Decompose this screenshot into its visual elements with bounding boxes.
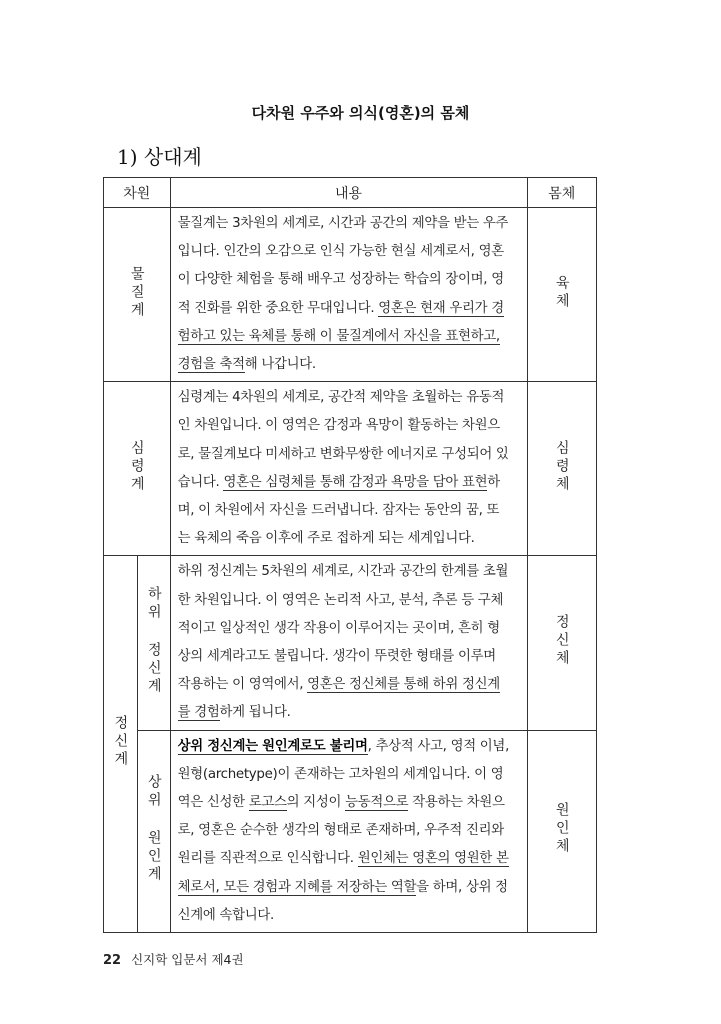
content-line — [178, 497, 520, 525]
book-title: 신지학 입문서 제4권 — [131, 952, 244, 967]
content-cell — [170, 730, 527, 932]
text-segment: 로, 물질계보다 미세하고 변화무쌍한 에너지로 구성되어 있 — [177, 446, 509, 462]
body-cell — [527, 556, 596, 730]
table-row — [104, 208, 597, 382]
content-line — [178, 789, 520, 817]
content-line — [178, 210, 520, 238]
text-segment: 작용하는 차원으 — [408, 795, 505, 811]
content-line — [178, 384, 520, 412]
content-line — [178, 733, 520, 761]
text-segment: 역은 신성한 — [177, 795, 249, 811]
body-cell — [527, 730, 596, 932]
text-segment: 해 나갑니다. — [244, 357, 316, 373]
text-segment: 한 차원입니다. 이 영역은 논리적 사고, 분석, 추론 등 구체 — [177, 592, 504, 608]
content-line — [178, 525, 520, 553]
content-line — [178, 469, 520, 497]
content-line — [178, 615, 520, 643]
content-line — [178, 323, 520, 351]
text-segment: 습니다. — [177, 474, 224, 490]
text-segment: 는 육체의 죽음 이후에 주로 접하게 되는 세계입니다. — [177, 531, 475, 547]
table-header-row — [104, 178, 597, 208]
content-line — [178, 902, 520, 930]
content-line — [178, 587, 520, 615]
header-body: 몸체 — [527, 178, 596, 208]
underlined-text: 체로서, 모든 경험과 지혜를 저장하는 역할 — [177, 879, 417, 895]
underlined-text: 영혼은 정신체를 통해 하위 정신계 — [307, 677, 500, 693]
text-segment: 을 하며, 상위 정 — [416, 879, 508, 895]
content-line — [178, 643, 520, 671]
header-content: 내용 — [170, 178, 527, 208]
text-segment: 인 차원입니다. 이 영역은 감정과 욕망이 활동하는 차원으 — [177, 418, 500, 434]
text-segment: 하 — [487, 474, 500, 490]
text-segment: 신계에 속합니다. — [177, 907, 274, 923]
body-cell — [527, 208, 596, 382]
table-row — [104, 382, 597, 556]
content-line — [178, 874, 520, 902]
dimension-label: 물질계 — [128, 265, 145, 320]
body-label: 육체 — [553, 274, 570, 311]
underlined-text: 원인체는 영혼의 영원한 본 — [357, 851, 509, 867]
content-line — [178, 558, 520, 586]
content-line — [178, 441, 520, 469]
text-segment: 입니다. 인간의 오감으로 인식 가능한 현실 세계로서, 영혼 — [177, 244, 504, 260]
table-row — [104, 556, 597, 730]
content-line — [178, 761, 520, 789]
content-line — [178, 412, 520, 440]
underlined-text: 경험을 축적 — [177, 357, 245, 373]
body-label: 정신체 — [553, 614, 570, 669]
dimension-label: 하위 정신계 — [145, 586, 162, 697]
text-segment: 물질계는 3차원의 세계로, 시간과 공간의 제약을 받는 우주 — [177, 216, 509, 231]
content-cell — [170, 208, 527, 382]
content-line — [178, 699, 520, 727]
dimension-cell — [104, 208, 171, 382]
content-line — [178, 266, 520, 294]
underlined-text: 영혼은 현재 우리가 경 — [378, 300, 504, 316]
text-segment: 며, 이 차원에서 자신을 드러냅니다. 잠자는 동안의 꿈, 또 — [177, 503, 500, 519]
content-line — [178, 238, 520, 266]
dimension-cell — [137, 730, 170, 932]
underlined-text: 능동적으로 — [345, 795, 409, 811]
dimension-label: 심령계 — [128, 439, 145, 494]
body-cell — [527, 382, 596, 556]
content-line — [178, 845, 520, 873]
content-line — [178, 295, 520, 323]
text-segment: 하게 됩니다. — [219, 705, 291, 721]
text-segment: 적이고 일상적인 생각 작용이 이루어지는 곳이며, 흔히 형 — [177, 620, 500, 636]
dimension-cell — [104, 382, 171, 556]
text-segment: 원형(archetype)이 존재하는 고차원의 세계입니다. 이 영 — [177, 766, 504, 782]
text-segment: 작용하는 이 영역에서, — [177, 677, 308, 693]
group-label: 정신계 — [112, 715, 129, 770]
text-segment: 이 다양한 체험을 통해 배우고 성장하는 학습의 장이며, 영 — [177, 272, 504, 288]
text-segment: 의 지성이 — [286, 795, 346, 811]
content-line — [178, 351, 520, 379]
underlined-text: 영혼은 심령체를 통해 감정과 욕망을 담아 표현 — [223, 474, 488, 490]
body-label: 심령체 — [553, 439, 570, 494]
text-segment: 상의 세계라고도 불립니다. 생각이 뚜렷한 형태를 이루며 — [177, 649, 496, 665]
text-segment: , 추상적 사고, 영적 이념, — [367, 738, 510, 754]
page-title: 다차원 우주와 의식(영혼)의 몸체 — [251, 104, 470, 122]
text-segment: 원리를 직관적으로 인식합니다. — [177, 851, 358, 867]
content-line — [178, 817, 520, 845]
dimension-label: 상위 원인계 — [145, 774, 162, 885]
body-label: 원인체 — [553, 802, 570, 857]
content-cell — [170, 556, 527, 730]
header-dimension: 차원 — [104, 178, 171, 208]
dimension-cell — [137, 556, 170, 730]
content-line — [178, 671, 520, 699]
content-cell — [170, 382, 527, 556]
text-segment: 로, 영혼은 순수한 생각의 형태로 존재하며, 우주적 진리와 — [177, 823, 504, 839]
section-heading: 1) 상대계 — [117, 145, 202, 169]
table-row — [104, 730, 597, 932]
dimension-table — [103, 177, 597, 933]
text-segment: 적 진화를 위한 중요한 무대입니다. — [177, 300, 379, 316]
group-cell — [104, 556, 138, 933]
underlined-text: 를 경험 — [177, 705, 220, 721]
underlined-text: 험하고 있는 육체를 통해 이 물질계에서 자신을 표현하고, — [177, 328, 500, 344]
underlined-text: 로고스 — [248, 795, 287, 811]
text-segment: 하위 정신계는 5차원의 세계로, 시간과 공간의 한계를 초월 — [177, 564, 509, 580]
page-footer — [103, 950, 244, 968]
underlined-text: 상위 정신계는 원인계로도 불리며 — [177, 738, 368, 754]
page-number: 22 — [103, 953, 122, 968]
text-segment: 심령계는 4차원의 세계로, 공간적 제약을 초월하는 유동적 — [177, 390, 505, 406]
